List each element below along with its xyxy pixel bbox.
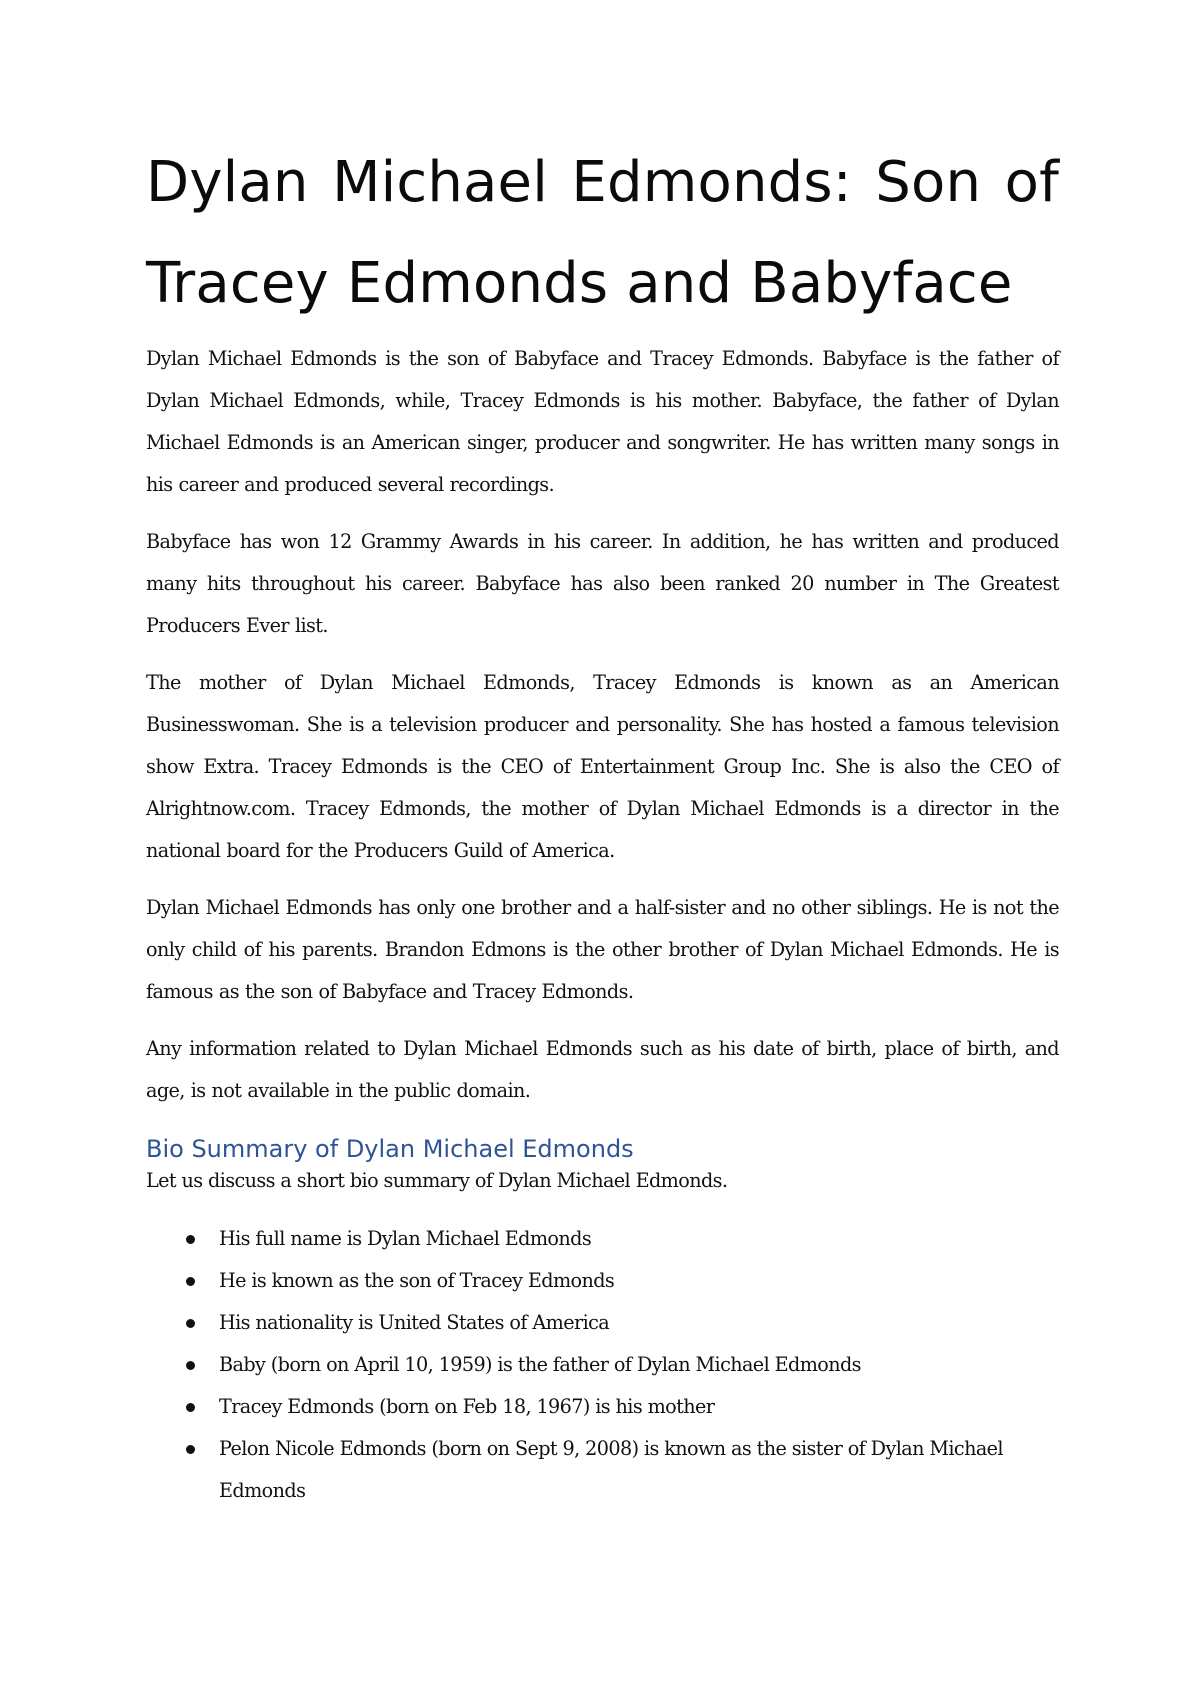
list-item-text: His full name is Dylan Michael Edmonds [219,1227,592,1250]
list-item [146,1428,1059,1512]
list-item-text: Baby (born on April 10, 1959) is the father of Dylan Michael Edmonds [219,1353,861,1376]
bullet-icon [186,1445,195,1454]
document-title: Dylan Michael Edmonds: Son of Tracey Edmonds and Babyface [146,150,1059,316]
bullet-icon [186,1403,195,1412]
list-item [146,1344,1059,1386]
list-item [146,1260,1059,1302]
section-heading-bio-summary: Bio Summary of Dylan Michael Edmonds [146,1135,634,1163]
bullet-icon [186,1277,195,1286]
paragraph-birth-info: Any information related to Dylan Michael Edmonds such as his date of birth, place of birth, and age, is not available in the public domain. [146,1037,1059,1102]
list-item [146,1386,1059,1428]
paragraph-mother: The mother of Dylan Michael Edmonds, Tracey Edmonds is known as an American Businesswoman. She is a television producer and personality. She has hosted a famous television show Extra. Tracey Edmonds is the CEO of Entertainment Group Inc. She is also the CEO of Alrightnow.com. Tracey Edmonds, the mother of Dylan Michael Edmonds is a director in the national board for the Producers Guild of America. [146,671,1059,862]
list-item [146,1218,1059,1260]
list-item-text: Pelon Nicole Edmonds (born on Sept 9, 2008) is known as the sister of Dylan Michael Edmonds [219,1437,1003,1502]
bullet-icon [186,1235,195,1244]
section-intro: Let us discuss a short bio summary of Dylan Michael Edmonds. [146,1169,728,1192]
bio-summary-list [146,1218,1059,1512]
paragraph-grammy: Babyface has won 12 Grammy Awards in his career. In addition, he has written and produced many hits throughout his career. Babyface has also been ranked 20 number in The Greatest Producers Ever list. [146,530,1059,637]
bullet-icon [186,1361,195,1370]
list-item-text: He is known as the son of Tracey Edmonds [219,1269,615,1292]
list-item-text: His nationality is United States of America [219,1311,610,1334]
paragraph-intro: Dylan Michael Edmonds is the son of Babyface and Tracey Edmonds. Babyface is the father of Dylan Michael Edmonds, while, Tracey Edmonds is his mother. Babyface, the father of Dylan Michael Edmonds is an American singer, producer and songwriter. He has written many songs in his career and produced several recordings. [146,347,1059,496]
list-item [146,1302,1059,1344]
paragraph-siblings: Dylan Michael Edmonds has only one brother and a half-sister and no other siblings. He is not the only child of his parents. Brandon Edmons is the other brother of Dylan Michael Edmonds. He is famous as the son of Babyface and Tracey Edmonds. [146,896,1059,1003]
bullet-icon [186,1319,195,1328]
list-item-text: Tracey Edmonds (born on Feb 18, 1967) is his mother [219,1395,715,1418]
